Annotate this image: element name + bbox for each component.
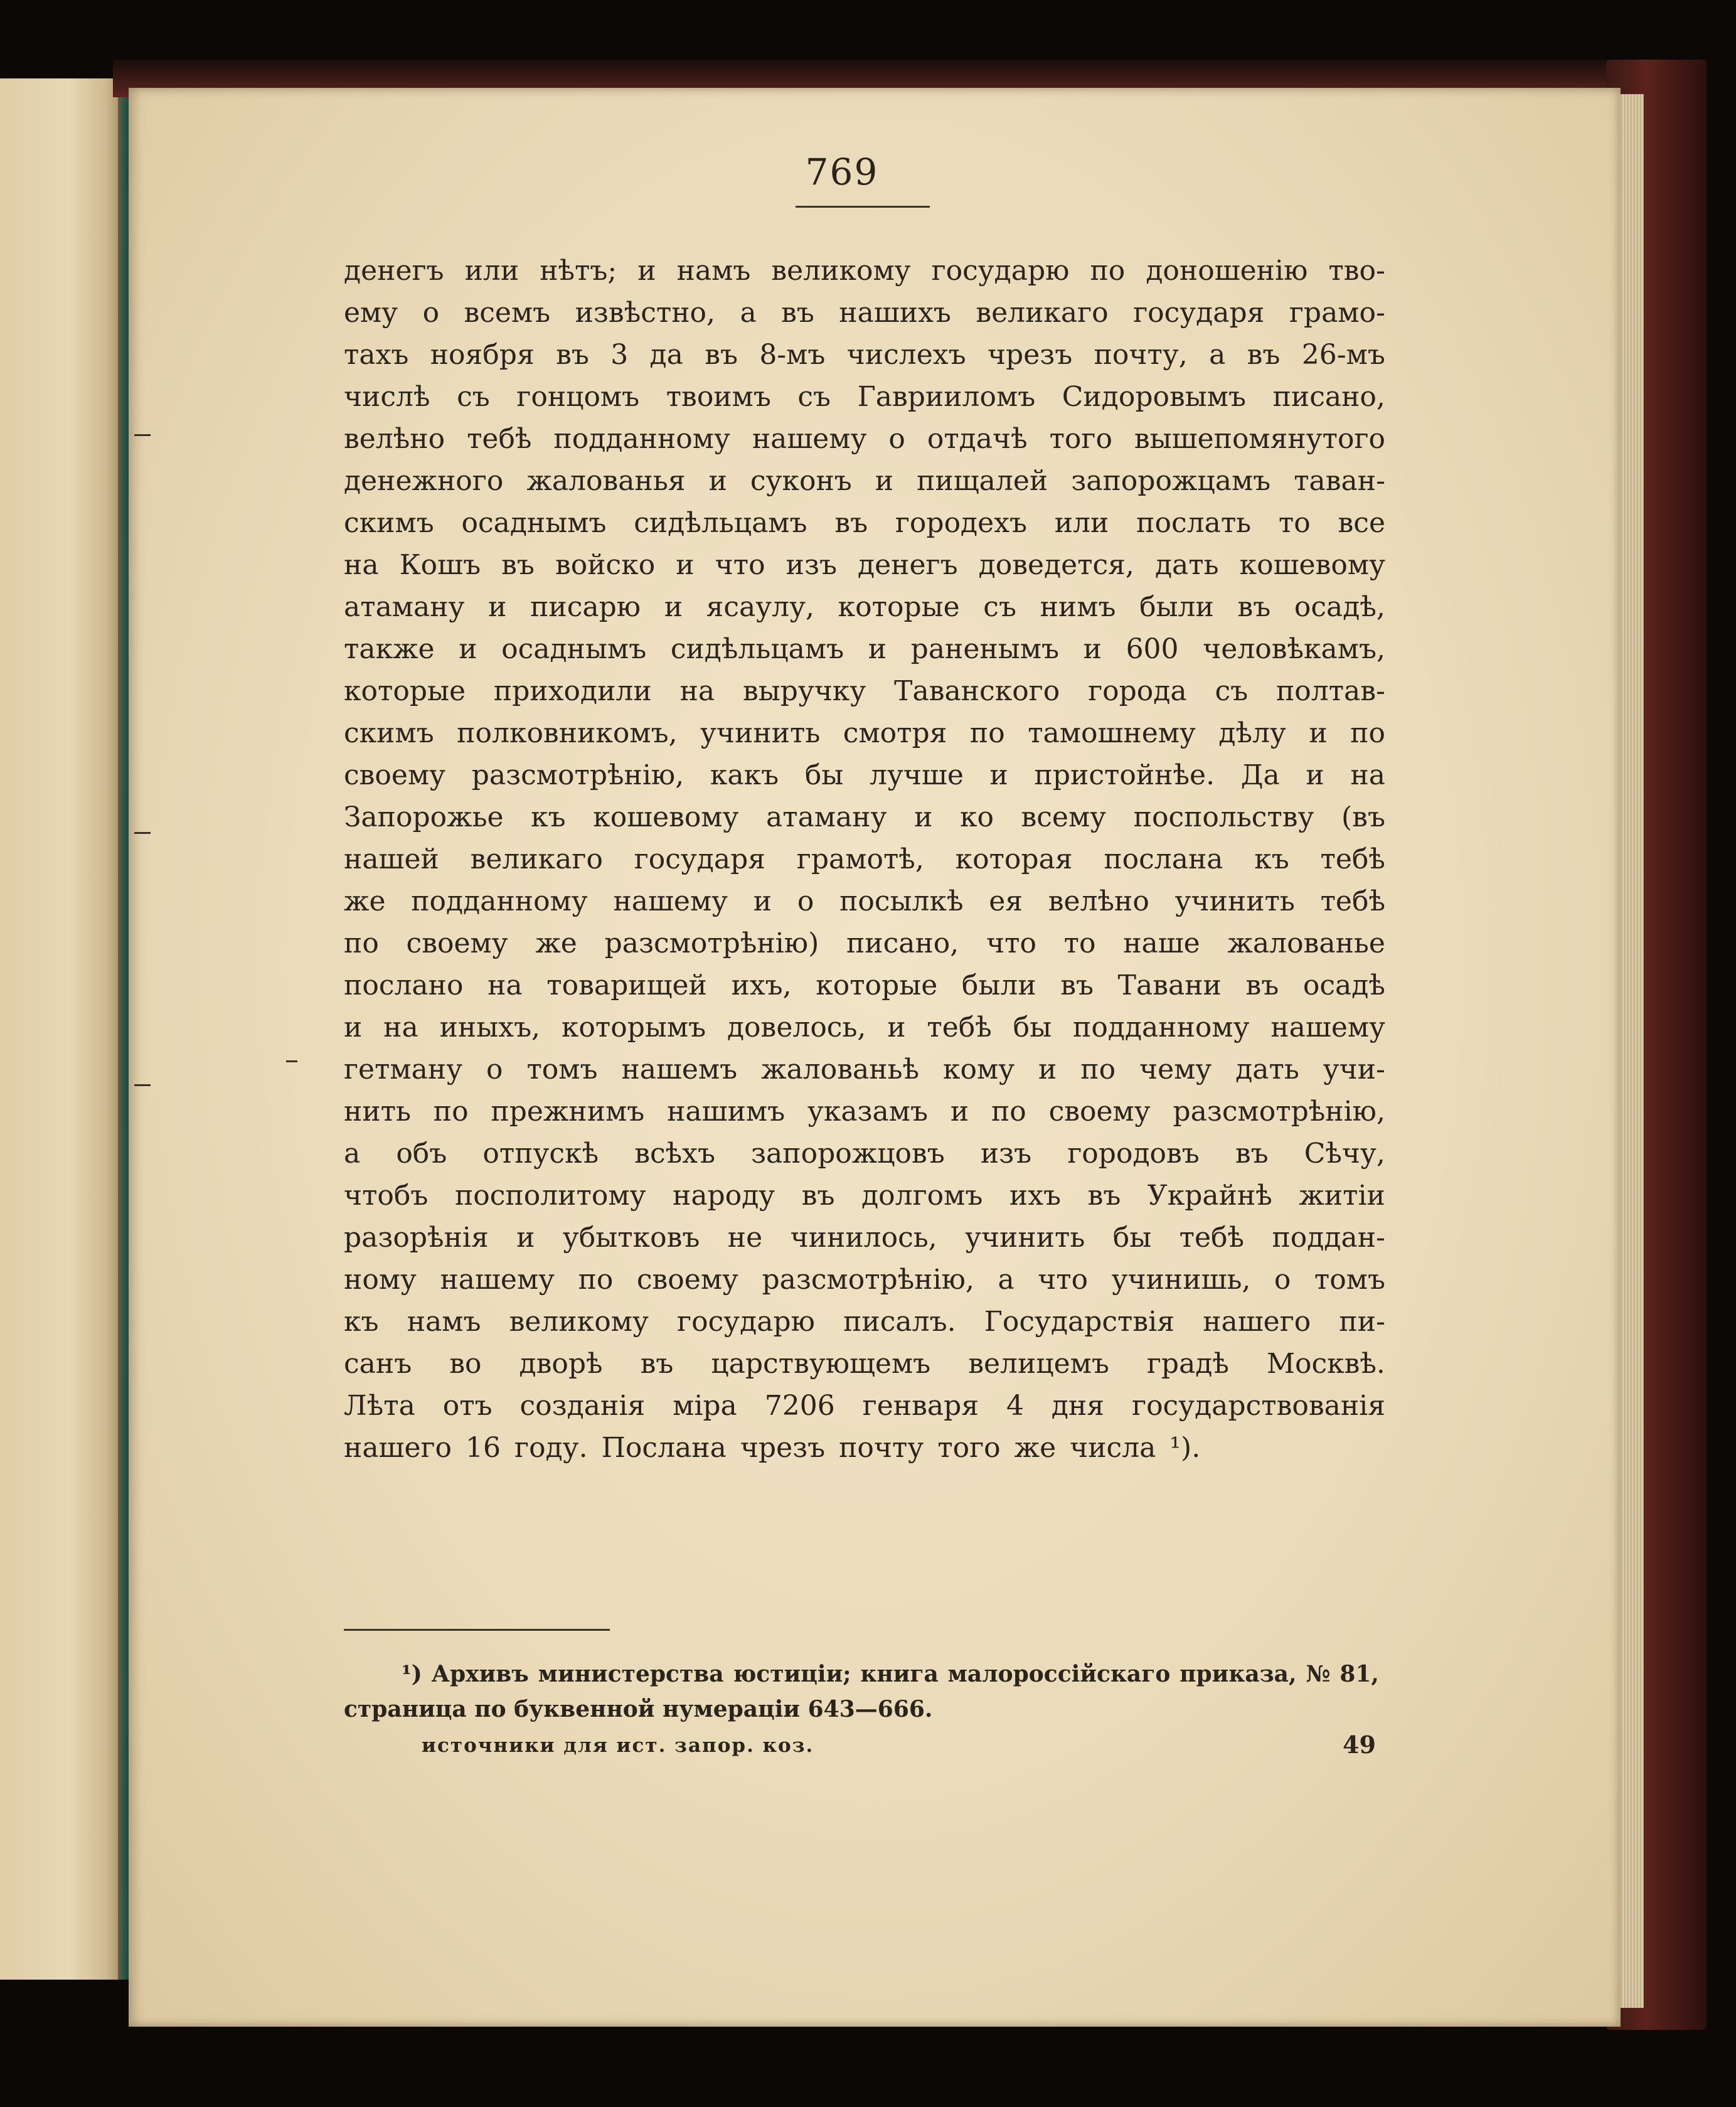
margin-mark xyxy=(134,434,151,436)
margin-mark xyxy=(286,1060,297,1062)
text-line: скимъ осаднымъ сидѣльцамъ въ городехъ или послать то все xyxy=(344,507,1385,539)
footnote-rule xyxy=(344,1629,610,1631)
text-line: также и осаднымъ сидѣльцамъ и раненымъ и 600 человѣкамъ, xyxy=(344,633,1385,665)
footnote-line: страница по буквенной нумераціи 643—666. xyxy=(344,1696,933,1722)
margin-mark xyxy=(134,832,151,834)
body-text xyxy=(344,250,1385,1469)
text-line: нашего 16 году. Послана чрезъ почту того же числа ¹). xyxy=(344,1432,1201,1464)
page-number-rule xyxy=(796,206,930,208)
text-line: ему о всемъ извѣстно, а въ нашихъ великаго государя грамо- xyxy=(344,297,1385,329)
text-line: денегъ или нѣтъ; и намъ великому государю по доношенію тво- xyxy=(344,255,1385,287)
signature-sheet-number: 49 xyxy=(1343,1731,1376,1759)
text-line: нить по прежнимъ нашимъ указамъ и по своему разсмотрѣнію, xyxy=(344,1096,1385,1128)
text-line: Запорожье къ кошевому атаману и ко всему поспольству (въ xyxy=(344,801,1385,833)
text-line: тахъ ноября въ 3 да въ 8-мъ числехъ чрезъ почту, а въ 26-мъ xyxy=(344,339,1385,371)
text-line: гетману о томъ нашемъ жалованьѣ кому и по чему дать учи- xyxy=(344,1054,1385,1086)
text-line: велѣно тебѣ подданному нашему о отдачѣ того вышепомянутого xyxy=(344,423,1385,455)
text-line: своему разсмотрѣнію, какъ бы лучше и пристойнѣе. Да и на xyxy=(344,759,1385,791)
text-line: послано на товарищей ихъ, которые были въ Тавани въ осадѣ xyxy=(344,969,1385,1001)
text-line: числѣ съ гонцомъ твоимъ съ Гаврииломъ Сидоровымъ писано, xyxy=(344,381,1385,413)
text-line: чтобъ посполитому народу въ долгомъ ихъ въ Украйнѣ житіи xyxy=(344,1180,1385,1212)
text-line: ному нашему по своему разсмотрѣнію, а что учинишь, о томъ xyxy=(344,1264,1385,1296)
text-line: на Кошъ въ войско и что изъ денегъ доведется, дать кошевому xyxy=(344,549,1385,581)
text-line: санъ во дворѣ въ царствующемъ велицемъ градѣ Москвѣ. xyxy=(344,1348,1385,1380)
text-line: которые приходили на выручку Таванского города съ полтав- xyxy=(344,675,1385,707)
text-line: по своему же разсмотрѣнію) писано, что то наше жалованье xyxy=(344,927,1385,959)
margin-mark xyxy=(134,1084,151,1086)
text-line: нашей великаго государя грамотѣ, которая послана къ тебѣ xyxy=(344,843,1385,875)
text-line: денежного жалованья и суконъ и пищалей запорожцамъ таван- xyxy=(344,465,1385,497)
text-line: и на иныхъ, которымъ довелось, и тебѣ бы подданному нашему xyxy=(344,1011,1385,1043)
footnote-line: ¹) Архивъ министерства юстиціи; книга малороссійскаго приказа, № 81, xyxy=(402,1661,1379,1687)
text-line: къ намъ великому государю писалъ. Государствія нашего пи- xyxy=(344,1306,1385,1338)
text-line: же подданному нашему и о посылкѣ ея велѣно учинить тебѣ xyxy=(344,885,1385,917)
text-line: разорѣнія и убытковъ не чинилось, учинить бы тебѣ поддан- xyxy=(344,1222,1385,1254)
previous-page-edge xyxy=(0,78,125,1980)
footnote xyxy=(344,1656,1379,1727)
text-line: Лѣта отъ созданія міра 7206 генваря 4 дня государствованія xyxy=(344,1390,1385,1422)
text-line: скимъ полковникомъ, учинить смотря по тамошнему дѣлу и по xyxy=(344,717,1385,749)
page-number: 769 xyxy=(805,151,879,193)
signature-title: источники для ист. запор. коз. xyxy=(422,1734,814,1757)
text-line: а объ отпускѣ всѣхъ запорожцовъ изъ городовъ въ Сѣчу, xyxy=(344,1138,1385,1170)
text-line: атаману и писарю и ясаулу, которые съ нимъ были въ осадѣ, xyxy=(344,591,1385,623)
